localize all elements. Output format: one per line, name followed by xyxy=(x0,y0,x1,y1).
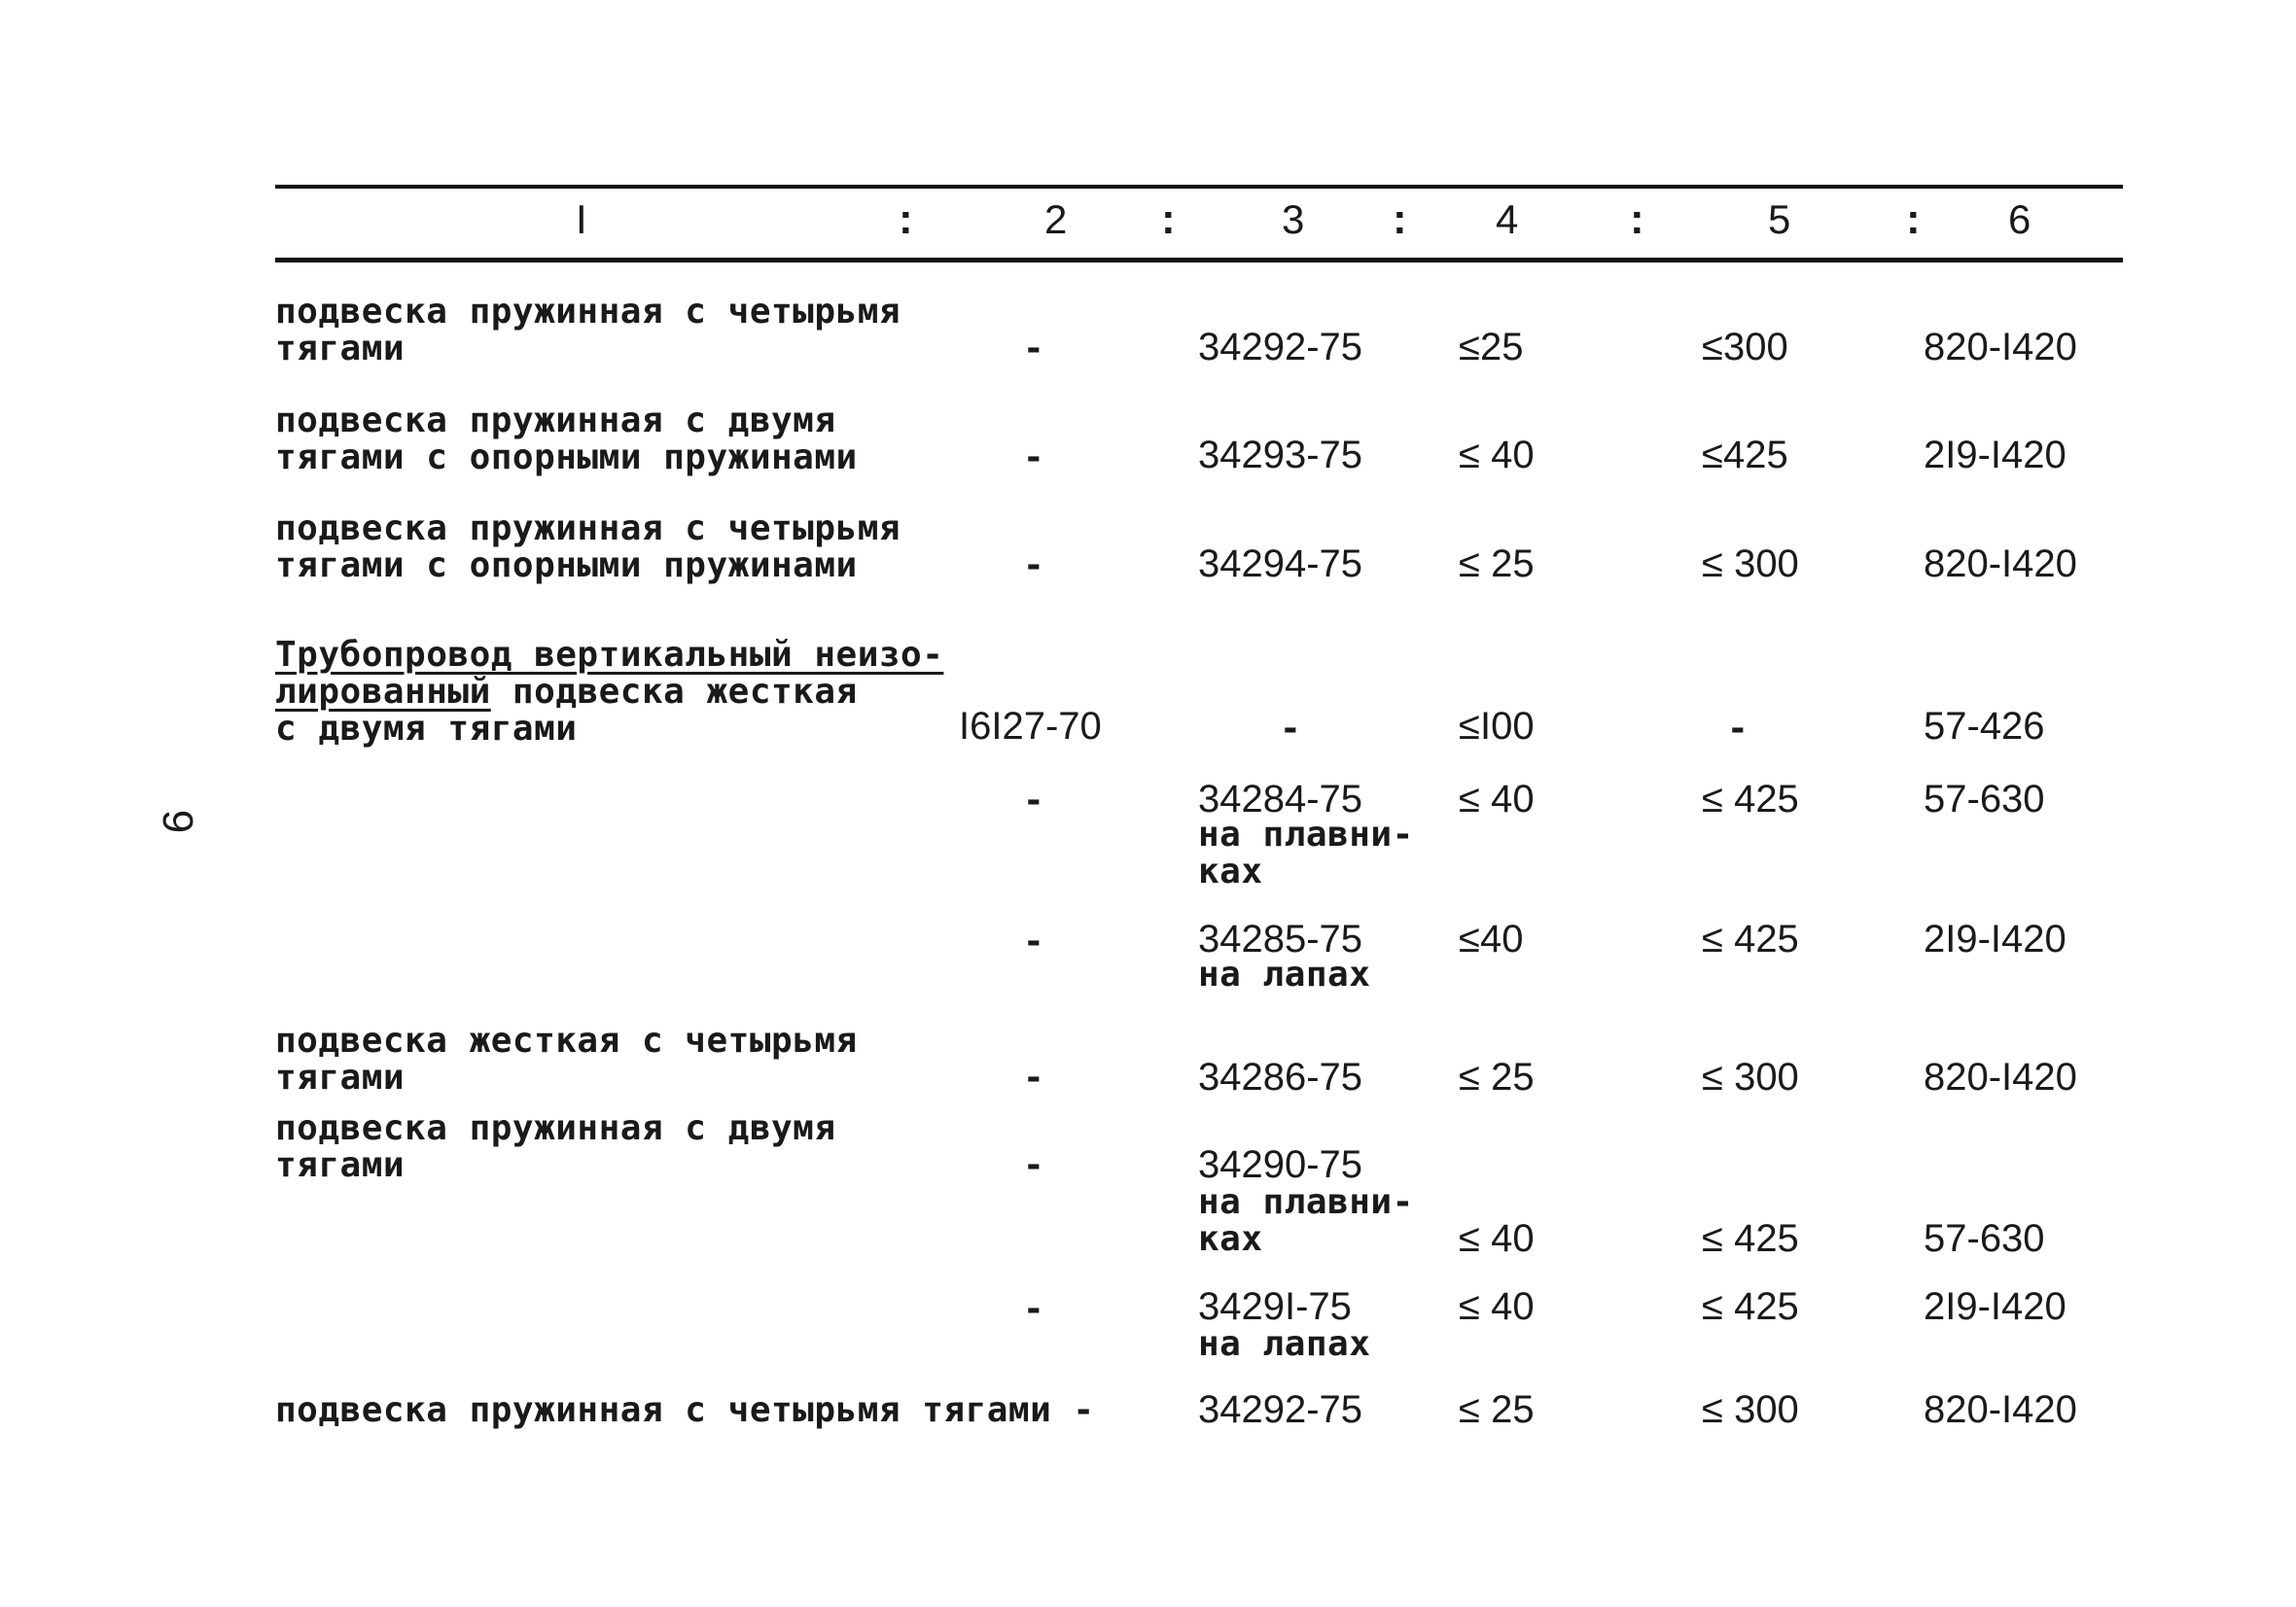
row-4-col-4: ≤I00 xyxy=(1459,705,1535,748)
row-7-col-5: ≤ 300 xyxy=(1702,1056,1799,1099)
row-7-name-line-2: тягами xyxy=(275,1058,406,1098)
row-5-col-5: ≤ 425 xyxy=(1702,778,1799,821)
section-heading-underlined-word: лированный xyxy=(275,672,491,712)
row-5-col-2: - xyxy=(1023,781,1045,821)
row-9-col-4: ≤ 40 xyxy=(1459,1285,1535,1328)
row-9-col-3: 3429I-75 xyxy=(1198,1285,1352,1328)
header-col-6: 6 xyxy=(2008,196,2031,242)
row-1-col-4: ≤25 xyxy=(1459,326,1524,368)
row-8-col-3-line-2: на плавни- xyxy=(1198,1182,1414,1222)
header-col-1: I xyxy=(576,196,587,242)
row-1-col-3: 34292-75 xyxy=(1198,326,1363,368)
page-number: 9 xyxy=(154,809,202,834)
row-5-col-3-line-3: ках xyxy=(1198,852,1263,891)
row-6-col-3: 34285-75 xyxy=(1198,918,1363,961)
row-4-col-2: I6I27-70 xyxy=(959,705,1102,748)
row-4-col-5: - xyxy=(1727,709,1749,749)
row-3-col-5: ≤ 300 xyxy=(1702,542,1799,585)
row-3-col-2: - xyxy=(1023,545,1045,585)
header-separator: : xyxy=(1630,195,1644,243)
header-separator: : xyxy=(1906,195,1921,243)
row-5-col-3: 34284-75 xyxy=(1198,778,1363,821)
row-2-name-line-1: подвеска пружинная с двумя xyxy=(275,401,836,440)
row-3-name-line-1: подвеска пружинная с четырьмя xyxy=(275,508,901,548)
row-8-name-line-1: подвеска пружинная с двумя xyxy=(275,1108,836,1148)
header-separator: : xyxy=(899,195,913,243)
row-1-col-6: 820-I420 xyxy=(1924,326,2077,368)
row-5-col-3-line-2: на плавни- xyxy=(1198,815,1414,855)
row-2-col-6: 2I9-I420 xyxy=(1924,434,2066,476)
row-6-col-4: ≤40 xyxy=(1459,918,1524,961)
row-2-col-4: ≤ 40 xyxy=(1459,434,1535,476)
row-8-col-2: - xyxy=(1023,1145,1045,1185)
row-7-name-line-1: подвеска жесткая с четырьмя xyxy=(275,1021,858,1061)
row-10-col-6: 820-I420 xyxy=(1924,1388,2077,1431)
row-10-col-4: ≤ 25 xyxy=(1459,1388,1535,1431)
header-separator: : xyxy=(1393,195,1407,243)
row-7-col-6: 820-I420 xyxy=(1924,1056,2077,1099)
row-3-col-6: 820-I420 xyxy=(1924,542,2077,585)
row-8-col-3: 34290-75 xyxy=(1198,1143,1363,1186)
row-9-col-5: ≤ 425 xyxy=(1702,1285,1799,1328)
row-8-col-4: ≤ 40 xyxy=(1459,1217,1535,1260)
header-separator: : xyxy=(1161,195,1176,243)
header-col-3: 3 xyxy=(1282,196,1305,242)
section-heading-line-2 xyxy=(275,674,858,711)
row-5-col-6: 57-630 xyxy=(1924,778,2045,821)
header-col-4: 4 xyxy=(1496,196,1519,242)
row-7-col-2: - xyxy=(1023,1058,1045,1098)
row-8-col-6: 57-630 xyxy=(1924,1217,2045,1260)
section-heading-suffix: подвеска жесткая xyxy=(490,672,858,712)
row-10-col-5: ≤ 300 xyxy=(1702,1388,1799,1431)
row-9-col-6: 2I9-I420 xyxy=(1924,1285,2066,1328)
row-2-col-5: ≤425 xyxy=(1702,434,1788,476)
row-2-col-3: 34293-75 xyxy=(1198,434,1363,476)
section-heading-line-1: Трубопровод вертикальный неизо- xyxy=(275,635,944,675)
row-9-col-3-line-2: на лапах xyxy=(1198,1324,1371,1364)
section-heading-line-3: с двумя тягами xyxy=(275,709,578,749)
row-8-col-5: ≤ 425 xyxy=(1702,1217,1799,1260)
row-3-col-4: ≤ 25 xyxy=(1459,542,1535,585)
header-col-2: 2 xyxy=(1044,196,1068,242)
row-2-col-2: - xyxy=(1023,437,1045,477)
row-1-col-5: ≤300 xyxy=(1702,326,1788,368)
row-1-name-line-1: подвеска пружинная с четырьмя xyxy=(275,292,901,332)
row-7-col-3: 34286-75 xyxy=(1198,1056,1363,1099)
table-top-rule xyxy=(275,185,2123,189)
row-9-col-2: - xyxy=(1023,1289,1045,1329)
row-8-name-line-2: тягами xyxy=(275,1145,406,1185)
row-3-name-line-2: тягами с опорными пружинами xyxy=(275,545,858,585)
row-8-col-3-line-3: ках xyxy=(1198,1219,1263,1259)
row-10-name: подвеска пружинная с четырьмя тягами - xyxy=(275,1390,1095,1430)
row-4-col-3: - xyxy=(1280,709,1302,749)
row-4-col-6: 57-426 xyxy=(1924,705,2045,748)
row-10-col-3: 34292-75 xyxy=(1198,1388,1363,1431)
row-6-col-3-line-2: на лапах xyxy=(1198,955,1371,995)
row-1-name-line-2: тягами xyxy=(275,329,406,368)
row-6-col-6: 2I9-I420 xyxy=(1924,918,2066,961)
row-6-col-2: - xyxy=(1023,922,1045,961)
row-5-col-4: ≤ 40 xyxy=(1459,778,1535,821)
header-bottom-rule xyxy=(275,258,2123,262)
row-1-col-2: - xyxy=(1023,329,1045,368)
row-6-col-5: ≤ 425 xyxy=(1702,918,1799,961)
row-2-name-line-2: тягами с опорными пружинами xyxy=(275,437,858,477)
row-3-col-3: 34294-75 xyxy=(1198,542,1363,585)
row-7-col-4: ≤ 25 xyxy=(1459,1056,1535,1099)
header-col-5: 5 xyxy=(1768,196,1791,242)
